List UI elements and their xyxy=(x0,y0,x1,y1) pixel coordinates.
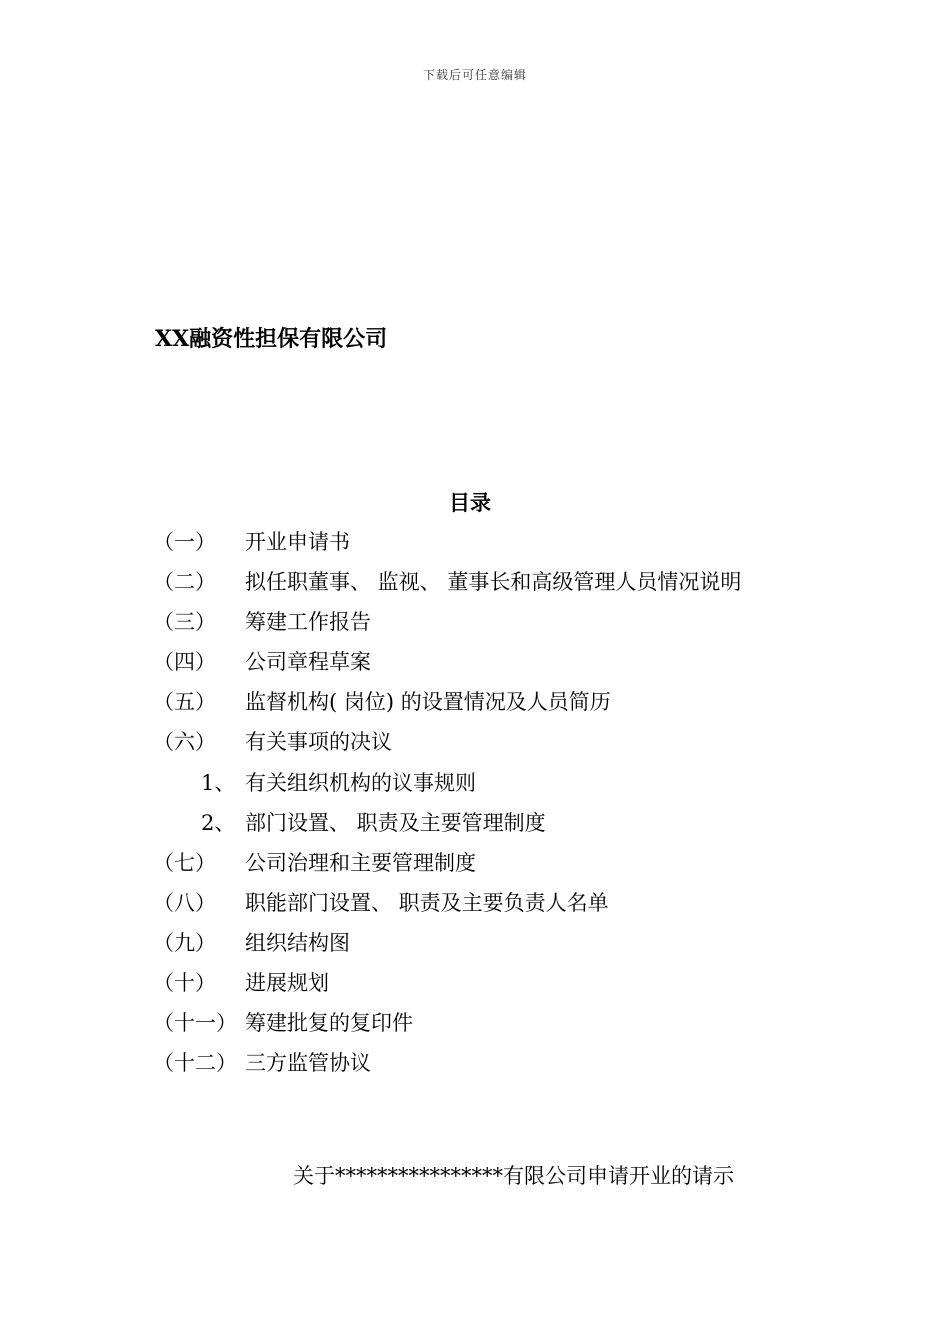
toc-item-number: （六） xyxy=(153,730,216,755)
toc-item xyxy=(153,848,853,888)
toc-item xyxy=(153,607,853,647)
toc-item-text: 三方监管协议 xyxy=(245,1051,371,1076)
request-title: 关于****************有限公司申请开业的请示 xyxy=(293,1164,734,1188)
toc-item-number: （三） xyxy=(153,610,216,635)
toc-subitem xyxy=(153,808,853,848)
toc-item-text: 筹建批复的复印件 xyxy=(245,1011,413,1036)
toc-item-number: 1、 xyxy=(201,770,236,795)
toc-item-number: （十） xyxy=(153,971,216,996)
toc-item xyxy=(153,928,853,968)
toc-item xyxy=(153,567,853,607)
toc-item-number: （五） xyxy=(153,690,216,715)
toc-item xyxy=(153,687,853,727)
toc-item xyxy=(153,1048,853,1088)
toc-item-text: 职能部门设置、 职责及主要负责人名单 xyxy=(245,890,609,915)
toc-item xyxy=(153,727,853,767)
toc-item-text: 筹建工作报告 xyxy=(245,610,371,635)
toc-item-number: 2、 xyxy=(201,810,236,835)
company-name: XX融资性担保有限公司 xyxy=(155,326,388,352)
toc-item-text: 有关事项的决议 xyxy=(245,730,392,755)
toc-item-text: 组织结构图 xyxy=(245,930,350,955)
toc-item-number: （十一） xyxy=(153,1011,237,1036)
toc-subitem xyxy=(153,768,853,808)
toc-item-number: （二） xyxy=(153,570,216,595)
toc-item-text: 公司治理和主要管理制度 xyxy=(245,850,476,875)
toc-item-text: 部门设置、 职责及主要管理制度 xyxy=(245,810,546,835)
table-of-contents xyxy=(153,527,853,1088)
page-header-note: 下载后可任意编辑 xyxy=(422,68,527,82)
toc-item-number: （十二） xyxy=(153,1051,237,1076)
toc-item xyxy=(153,968,853,1008)
toc-item-text: 公司章程草案 xyxy=(245,650,371,675)
toc-item xyxy=(153,888,853,928)
toc-item-text: 有关组织机构的议事规则 xyxy=(245,770,476,795)
toc-item xyxy=(153,647,853,687)
toc-item-text: 进展规划 xyxy=(245,971,329,996)
toc-item-number: （八） xyxy=(153,890,216,915)
toc-item-number: （四） xyxy=(153,650,216,675)
toc-item-number: （一） xyxy=(153,530,216,554)
toc-item xyxy=(153,527,853,567)
toc-item-number: （七） xyxy=(153,850,216,875)
toc-title: 目录 xyxy=(449,490,491,515)
toc-item-text: 拟任职董事、 监视、 董事长和高级管理人员情况说明 xyxy=(245,570,742,595)
toc-item-text: 监督机构( 岗位) 的设置情况及人员简历 xyxy=(245,690,611,715)
toc-item-text: 开业申请书 xyxy=(245,530,350,554)
toc-item-number: （九） xyxy=(153,930,216,955)
toc-item xyxy=(153,1008,853,1048)
